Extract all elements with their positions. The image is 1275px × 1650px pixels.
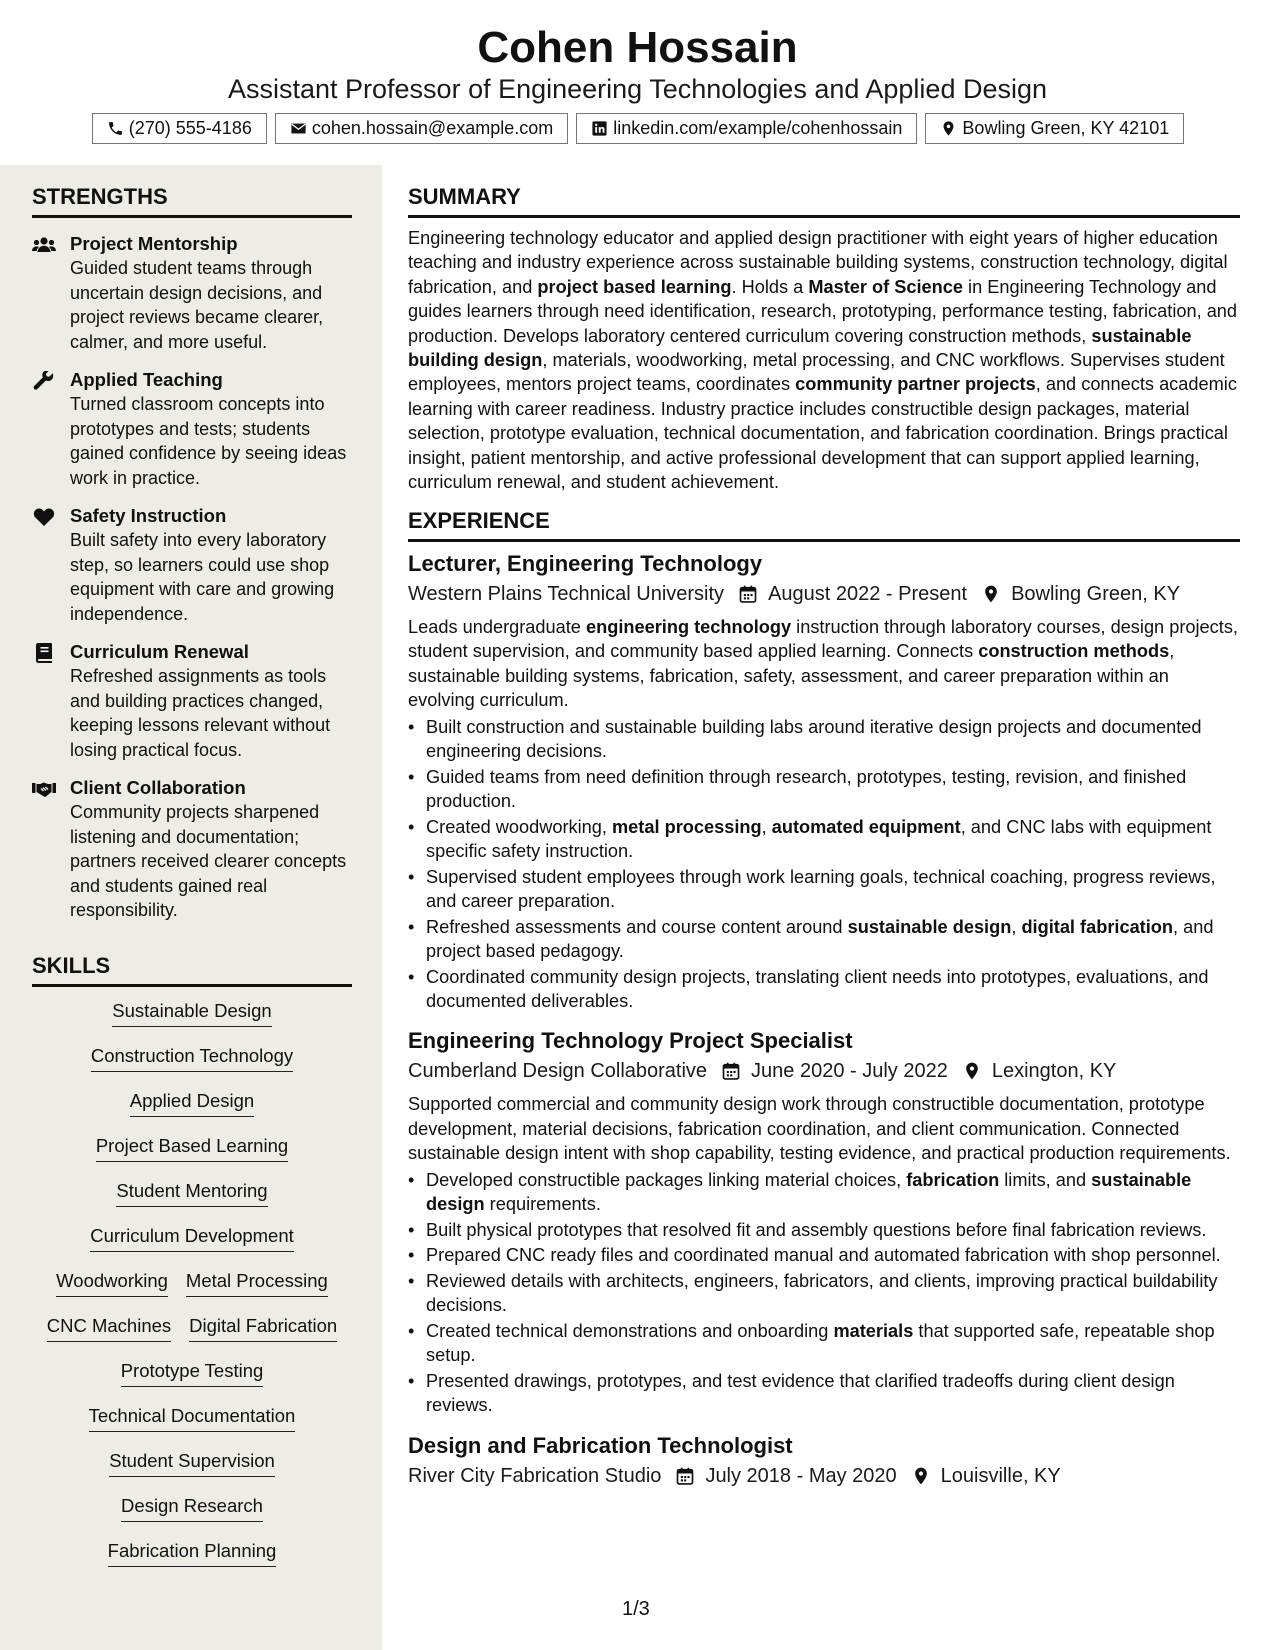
summary-text [408, 226, 1240, 494]
text-segment: Guided teams from need definition through research, prototypes, testing, revision, and finished production. [426, 766, 1187, 812]
resume-header [0, 0, 1275, 165]
skill-row [32, 1224, 352, 1269]
strength-description: Refreshed assignments as tools and building practices changed, keeping lessons relevant without losing practical focus. [70, 666, 331, 760]
bold-text: community partner projects [795, 374, 1036, 395]
skill-tag: Metal Processing [186, 1269, 328, 1297]
skill-tag: Prototype Testing [121, 1359, 264, 1387]
job-company: Western Plains Technical University [408, 583, 725, 605]
bullet-item [408, 815, 1240, 864]
job-description [408, 1092, 1240, 1165]
skill-tag: Sustainable Design [112, 999, 271, 1027]
bold-text: materials [833, 1320, 914, 1341]
bold-text: metal processing [612, 816, 762, 837]
job-title: Design and Fabrication Technologist [408, 1432, 793, 1458]
job-dates: July 2018 - May 2020 [705, 1464, 897, 1487]
text-segment: Supervised student employees through work learning goals, technical coaching, progress reviews, and career preparation. [426, 866, 1216, 912]
text-segment: that supported safe, repeatable shop setup. [426, 1320, 1215, 1366]
text-segment: Prepared CNC ready files and coordinated manual and automated fabrication with shop personnel. [426, 1245, 1221, 1266]
bold-text: digital fabrication [1021, 916, 1174, 937]
map-pin-icon [911, 1466, 931, 1486]
bold-text: sustainable design [847, 916, 1012, 937]
job-entry [408, 1027, 1240, 1417]
experience-heading: EXPERIENCE [408, 507, 1240, 542]
map-pin-icon [940, 120, 957, 137]
skills-list [32, 999, 352, 1584]
contact-location[interactable] [925, 113, 1184, 144]
bold-text: automated equipment [771, 816, 961, 837]
handshake-icon [32, 779, 56, 799]
job-entry [408, 1432, 1240, 1491]
bold-text: Master of Science [808, 276, 963, 297]
job-title: Lecturer, Engineering Technology [408, 551, 763, 576]
calendar-icon [675, 1466, 695, 1486]
book-icon [32, 643, 56, 663]
bold-text: project based learning [537, 276, 732, 297]
page-number: 1/3 [622, 1598, 650, 1620]
text-segment: Refreshed assessments and course content around [426, 916, 848, 937]
bullet-item [408, 915, 1240, 964]
bold-text: sustainable building design [408, 325, 1192, 371]
contact-phone[interactable] [92, 113, 267, 144]
text-segment: Built physical prototypes that resolved fit and assembly questions before final fabrication reviews. [426, 1219, 1207, 1240]
skill-row [32, 1449, 352, 1494]
skill-tag: CNC Machines [47, 1314, 171, 1342]
text-segment: , [1011, 916, 1022, 937]
strength-description: Community projects sharpened listening and documentation; partners received clearer concepts and students gained real responsibility. [70, 802, 347, 920]
summary-section [408, 183, 1240, 494]
strengths-section [32, 183, 352, 923]
skill-tag: Project Based Learning [96, 1134, 288, 1162]
strengths-heading: STRENGTHS [32, 183, 352, 218]
job-title: Engineering Technology Project Specialist [408, 1028, 853, 1054]
heart-icon [32, 507, 56, 527]
candidate-name: Cohen Hossain [477, 23, 798, 72]
text-segment: Leads undergraduate [408, 617, 586, 637]
contact-linkedin-text: linkedin.com/example/cohenhossain [613, 118, 903, 138]
skill-tag: Student Supervision [109, 1449, 275, 1477]
text-segment: , [761, 816, 772, 837]
skill-row [32, 1134, 352, 1179]
strength-item [32, 640, 352, 762]
calendar-icon [721, 1061, 741, 1081]
contact-phone-text: (270) 555-4186 [128, 118, 252, 138]
skill-tag: Construction Technology [91, 1044, 293, 1072]
bullet-item [408, 1369, 1240, 1418]
job-bullets [408, 1168, 1240, 1418]
bullet-item [408, 765, 1240, 814]
users-icon [32, 235, 56, 255]
job-list [408, 550, 1240, 1491]
strength-description: Turned classroom concepts into prototypes and tests; students gained confidence by seeing ideas work in practice. [70, 394, 347, 488]
bold-text: construction methods [978, 641, 1170, 662]
bullet-item [408, 1269, 1240, 1318]
job-location: Louisville, KY [940, 1464, 1061, 1487]
job-location: Bowling Green, KY [1011, 583, 1181, 605]
experience-section [408, 507, 1240, 1491]
skill-row [32, 1179, 352, 1224]
job-dates: August 2022 - Present [768, 583, 968, 605]
text-segment: Engineering technology educator and applied design practitioner with eight years of higher education teaching and industry experience across sustainable building systems, construction technology, digital fabrication, and [408, 228, 1228, 297]
job-dates: June 2020 - July 2022 [751, 1060, 948, 1083]
text-segment: limits, and [999, 1169, 1092, 1190]
contact-location-text: Bowling Green, KY 42101 [962, 118, 1170, 138]
bullet-item [408, 1218, 1240, 1242]
skills-section [32, 952, 352, 1584]
skill-row [32, 1044, 352, 1089]
strength-item [32, 776, 352, 923]
strength-title: Applied Teaching [70, 369, 223, 390]
text-segment: , materials, woodworking, metal processing, and CNC workflows. Supervises student employees, mentors project teams, coordinates [408, 350, 1225, 395]
job-meta [408, 579, 1240, 609]
bold-text: sustainable design [426, 1169, 1192, 1215]
text-segment: instruction through laboratory courses, design projects, student supervision, and community based applied learning. Connects [408, 617, 1238, 662]
skill-row [32, 1404, 352, 1449]
linkedin-icon [591, 120, 608, 137]
skills-heading: SKILLS [32, 952, 352, 987]
wrench-icon [32, 371, 56, 391]
skill-tag: Student Mentoring [116, 1179, 267, 1207]
strength-title: Client Collaboration [70, 777, 246, 798]
skill-tag: Fabrication Planning [108, 1539, 277, 1567]
skill-tag: Woodworking [56, 1269, 168, 1297]
strength-item [32, 504, 352, 626]
map-pin-icon [962, 1061, 982, 1081]
contact-email-text: cohen.hossain@example.com [311, 118, 554, 138]
strength-description: Built safety into every laboratory step, so learners could use shop equipment with care and growing independence. [70, 530, 335, 624]
skill-row [32, 1359, 352, 1404]
map-pin-icon [981, 584, 1001, 604]
bullet-item [408, 1168, 1240, 1217]
bold-text: engineering technology [585, 617, 792, 637]
job-bullets [408, 715, 1240, 1014]
job-company: Cumberland Design Collaborative [408, 1060, 708, 1083]
strength-item [32, 232, 352, 354]
strength-description: Guided student teams through uncertain design decisions, and project reviews became clearer, calmer, and more useful. [70, 258, 324, 352]
text-segment: Reviewed details with architects, engineers, fabricators, and clients, improving practical buildability decisions. [426, 1270, 1218, 1316]
skill-row [32, 1494, 352, 1539]
skill-tag: Applied Design [130, 1089, 254, 1117]
job-entry [408, 550, 1240, 1013]
skill-tag: Design Research [121, 1494, 263, 1522]
bullet-item [408, 1243, 1240, 1267]
job-meta [408, 1461, 1240, 1491]
main-content [408, 165, 1240, 1650]
text-segment: Developed constructible packages linking material choices, [426, 1169, 907, 1190]
text-segment: in Engineering Technology and guides learners through need identification, research, prototyping, performance testing, fabrication, and production. Develops laboratory centered curriculum covering construction methods, [408, 276, 1238, 346]
skill-row [32, 1089, 352, 1134]
text-segment: Coordinated community design projects, translating client needs into prototypes, evaluations, and documented deliverables. [426, 966, 1209, 1012]
bullet-item [408, 1319, 1240, 1368]
text-segment: Created woodworking, [426, 816, 613, 837]
job-location: Lexington, KY [991, 1060, 1117, 1083]
text-segment: , and project based pedagogy. [426, 916, 1214, 962]
strength-title: Project Mentorship [70, 233, 238, 254]
text-segment: Supported commercial and community design work through constructible documentation, prototype development, material decisions, fabrication coordination, and client communication. Connected sustainable design intent with shop capability, testing evidence, and practical production requirements. [408, 1094, 1231, 1164]
skill-row [32, 1314, 352, 1359]
skill-tag: Curriculum Development [90, 1224, 294, 1252]
job-company: River City Fabrication Studio [408, 1464, 662, 1487]
bold-text: fabrication [906, 1169, 1000, 1190]
text-segment: Created technical demonstrations and onboarding [426, 1320, 834, 1341]
skill-row [32, 1539, 352, 1584]
bullet-item [408, 865, 1240, 914]
skill-row [32, 999, 352, 1044]
job-description [408, 615, 1240, 713]
contact-bar [68, 113, 1208, 145]
skill-tag: Technical Documentation [89, 1404, 296, 1432]
bullet-item [408, 715, 1240, 764]
summary-heading: SUMMARY [408, 183, 1240, 218]
text-segment: Presented drawings, prototypes, and test evidence that clarified tradeoffs during client design reviews. [426, 1370, 1175, 1416]
calendar-icon [738, 584, 758, 604]
text-segment: , and CNC labs with equipment specific safety instruction. [426, 816, 1212, 862]
strength-title: Safety Instruction [70, 505, 227, 526]
contact-email[interactable] [275, 113, 568, 144]
sidebar [0, 165, 382, 1650]
text-segment: , and connects academic learning with career readiness. Industry practice includes constructible design packages, material selection, prototype evaluation, technical documentation, and fabrication coordination. Brings practical insight, patient mentorship, and active professional development that can support applied learning, curriculum renewal, and student achievement. [408, 374, 1237, 493]
bullet-item [408, 965, 1240, 1014]
skill-row [32, 1269, 352, 1314]
text-segment: Built construction and sustainable building labs around iterative design projects and documented engineering decisions. [426, 716, 1202, 762]
contact-linkedin[interactable] [576, 113, 917, 144]
envelope-icon [290, 120, 307, 137]
text-segment: requirements. [484, 1194, 601, 1215]
text-segment: . Holds a [731, 276, 809, 297]
text-segment: , sustainable building systems, fabrication, safety, assessment, and career preparation within an evolving curriculum. [408, 641, 1175, 711]
strength-title: Curriculum Renewal [70, 641, 249, 662]
job-meta [408, 1056, 1240, 1086]
phone-icon [107, 120, 124, 137]
skill-tag: Digital Fabrication [189, 1314, 337, 1342]
candidate-title: Assistant Professor of Engineering Technologies and Applied Design [227, 74, 1048, 104]
strength-item [32, 368, 352, 490]
